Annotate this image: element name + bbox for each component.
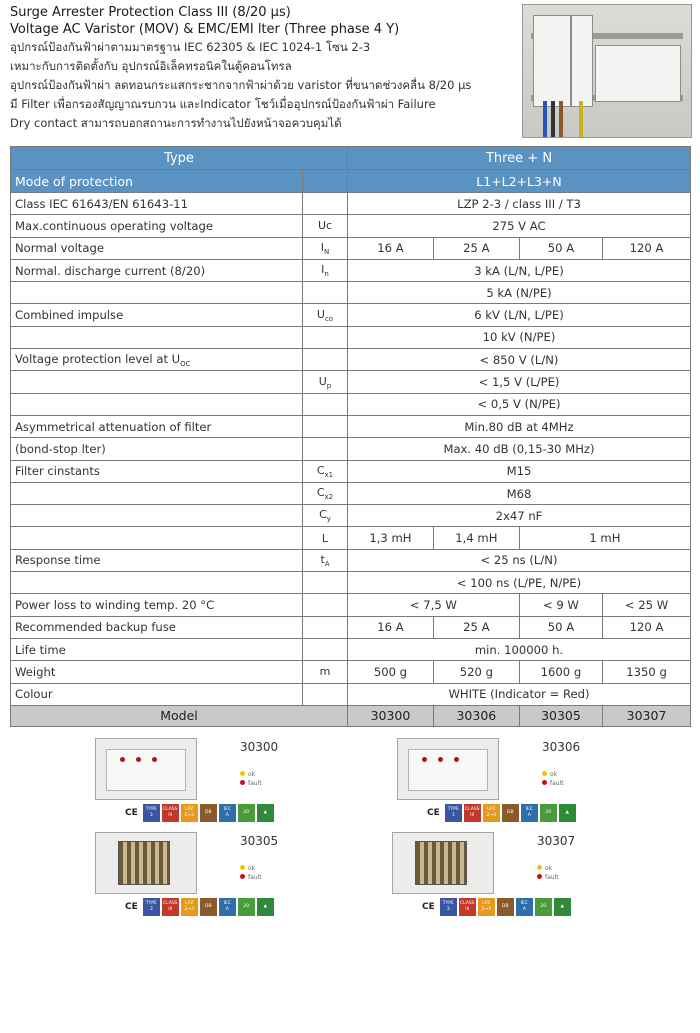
comb-sym: $U_{co}$ xyxy=(303,304,348,326)
circuit-board xyxy=(415,841,467,885)
vpl-row xyxy=(11,349,691,371)
disch-value-2: 5 kA (N/PE) xyxy=(348,282,691,304)
class-value: LZP 2-3 / class III / T3 xyxy=(348,193,691,215)
fuse-value: 50 A xyxy=(519,616,602,638)
mode-row xyxy=(11,170,691,193)
ce-mark-icon: CE xyxy=(422,902,435,912)
ok-dot-icon xyxy=(240,771,245,776)
led-indicator xyxy=(152,757,157,762)
cert-badges xyxy=(422,898,571,916)
ce-mark-icon: CE xyxy=(427,808,440,818)
type-value: Three + N xyxy=(348,147,691,170)
resp-value-1: < 25 ns (L/N) xyxy=(348,549,691,571)
fuse-row xyxy=(11,616,691,638)
ploss-value: < 9 W xyxy=(519,594,602,616)
asym-value: Min.80 dB at 4MHz xyxy=(348,415,691,437)
type-badge-icon: TYPE 3 xyxy=(445,804,462,822)
asym-row xyxy=(11,415,691,437)
ok-dot-icon xyxy=(542,771,547,776)
title-line-2: Voltage AC Varistor (MOV) & EMC/EMI lter (Three phase 4 Y) xyxy=(10,22,400,37)
ploss-label: Power loss to winding temp. 20 °C xyxy=(11,594,303,616)
cx2-row xyxy=(11,482,691,504)
ploss-value: < 25 W xyxy=(603,594,691,616)
cert-badges xyxy=(125,898,274,916)
fuse-value: 120 A xyxy=(603,616,691,638)
vpl-sym: $U_p$ xyxy=(303,371,348,393)
led-indicator xyxy=(422,757,427,762)
fault-dot-icon xyxy=(240,780,245,785)
fuse-label: Recommended backup fuse xyxy=(11,616,303,638)
lpz-badge-icon: LPZ 2→3 xyxy=(478,898,495,916)
lpz-badge-icon: LPZ 2→3 xyxy=(181,804,198,822)
wire xyxy=(559,101,563,137)
cx1-value: M15 xyxy=(348,460,691,482)
normv-value: 16 A xyxy=(348,237,434,259)
type-badge-icon: TYPE 3 xyxy=(143,898,160,916)
disch-row xyxy=(11,259,691,281)
cx2-sym: $C_{x2}$ xyxy=(303,482,348,504)
maxv-value: 275 V AC xyxy=(348,215,691,237)
asym-label: Asymmetrical attenuation of filter xyxy=(11,415,303,437)
normv-value: 25 A xyxy=(433,237,519,259)
type-badge-icon: TYPE 3 xyxy=(440,898,457,916)
fault-dot-icon xyxy=(542,780,547,785)
cx1-row xyxy=(11,460,691,482)
eco-factory-icon: ▲ xyxy=(257,804,274,822)
product-card xyxy=(95,832,365,918)
filter-label: Filter cinstants xyxy=(11,460,303,482)
cy-value: 2x47 nF xyxy=(348,505,691,527)
maxv-row xyxy=(11,215,691,237)
type-row xyxy=(11,147,691,170)
normv-label: Normal voltage xyxy=(11,237,303,259)
indicator-legend: ok fault xyxy=(537,864,559,882)
fault-dot-icon xyxy=(240,874,245,879)
weight-value: 520 g xyxy=(433,661,519,683)
product-image xyxy=(397,738,499,800)
circuit-board xyxy=(118,841,170,885)
product-image xyxy=(95,738,197,800)
bond-label: (bond-stop lter) xyxy=(11,438,303,460)
db-badge-icon: DB xyxy=(502,804,519,822)
20-badge-icon: 20 xyxy=(238,804,255,822)
product-card xyxy=(397,738,667,824)
model-value: 30300 xyxy=(348,705,434,726)
vpl-row-2 xyxy=(11,371,691,393)
thai-line-2: เหมาะกับการติดตั้งกับ อุปกรณ์อิเล็คทรอนิคในตู้คอนโทรล xyxy=(10,59,292,73)
comb-value-2: 10 kV (N/PE) xyxy=(348,326,691,348)
cx2-value: M68 xyxy=(348,482,691,504)
normv-sym: $I_N$ xyxy=(303,237,348,259)
led-indicator xyxy=(438,757,443,762)
led-indicator xyxy=(136,757,141,762)
thai-line-4: มี Filter เพื่อกรองสัญญาณรบกวน และIndicator โชว์เมื่ออุปกรณ์ป้องกันฟ้าผ่า Failure xyxy=(10,97,436,111)
weight-value: 500 g xyxy=(348,661,434,683)
resp-sym: $t_A$ xyxy=(303,549,348,571)
product-number: 30305 xyxy=(240,834,279,848)
title-line-1: Surge Arrester Protection Class III (8/20 µs) xyxy=(10,5,291,20)
bond-row xyxy=(11,438,691,460)
resp-label: Response time xyxy=(11,549,303,571)
db-badge-icon: DB xyxy=(200,804,217,822)
l-row xyxy=(11,527,691,549)
weight-value: 1600 g xyxy=(519,661,602,683)
model-value: 30306 xyxy=(433,705,519,726)
type-label: Type xyxy=(11,147,348,170)
l-value: 1,3 mH xyxy=(348,527,434,549)
led-indicator xyxy=(120,757,125,762)
vpl-label: Voltage protection level at $U_{OC}$ xyxy=(11,349,303,371)
normv-row xyxy=(11,237,691,259)
class-badge-icon: CLASS III xyxy=(162,804,179,822)
weight-row xyxy=(11,661,691,683)
maxv-sym: Uc xyxy=(303,215,348,237)
lpz-badge-icon: LPZ 2→3 xyxy=(483,804,500,822)
disch-sym: $I_n$ xyxy=(303,259,348,281)
20-badge-icon: 20 xyxy=(535,898,552,916)
life-value: min. 100000 h. xyxy=(348,638,691,660)
ok-dot-icon xyxy=(240,865,245,870)
comb-row xyxy=(11,304,691,326)
vpl-value-2: < 1,5 V (L/PE) xyxy=(348,371,691,393)
life-label: Life time xyxy=(11,638,303,660)
iec-badge-icon: IEC A xyxy=(219,898,236,916)
ce-mark-icon: CE xyxy=(125,808,138,818)
cert-badges xyxy=(427,804,576,822)
cy-row xyxy=(11,505,691,527)
thai-line-5: Dry contact สามารถบอกสถานะการทำงานไปยังหน้าจอควบคุมได้ xyxy=(10,116,342,130)
product-number: 30300 xyxy=(240,740,279,754)
ok-dot-icon xyxy=(537,865,542,870)
product-number: 30307 xyxy=(537,834,576,848)
l-value: 1 mH xyxy=(519,527,690,549)
wire xyxy=(579,101,583,137)
resp-value-2: < 100 ns (L/PE, N/PE) xyxy=(348,572,691,594)
colour-label: Colour xyxy=(11,683,303,705)
model-value: 30307 xyxy=(603,705,691,726)
model-value: 30305 xyxy=(519,705,602,726)
surge-arrester-device xyxy=(595,45,681,102)
product-number: 30306 xyxy=(542,740,581,754)
mode-label: Mode of protection xyxy=(11,170,303,193)
iec-badge-icon: IEC A xyxy=(219,804,236,822)
thai-line-1: อุปกรณ์ป้องกันฟ้าผ่าตามมาตรฐาน IEC 62305 & IEC 1024-1 โซน 2-3 xyxy=(10,40,371,54)
weight-sym: m xyxy=(303,661,348,683)
breaker-device xyxy=(571,15,593,107)
normv-value: 120 A xyxy=(603,237,691,259)
ce-mark-icon: CE xyxy=(125,902,138,912)
colour-row xyxy=(11,683,691,705)
eco-factory-icon: ▲ xyxy=(559,804,576,822)
indicator-legend: ok fault xyxy=(240,864,262,882)
wire xyxy=(543,101,547,137)
cx1-sym: $C_{x1}$ xyxy=(303,460,348,482)
colour-value: WHITE (Indicator = Red) xyxy=(348,683,691,705)
thai-line-3: อุปกรณ์ป้องกันฟ้าผ่า ลดทอนกระแสกระชากจากฟ้าผ่าด้วย varistor ที่ขนาดช่วงคลื่น 8/20 µs xyxy=(10,78,472,92)
spec-table xyxy=(10,146,691,727)
disch-row-2 xyxy=(11,282,691,304)
ploss-value: < 7,5 W xyxy=(348,594,520,616)
header xyxy=(10,4,515,133)
product-card xyxy=(392,832,662,918)
vpl-value-3: < 0,5 V (N/PE) xyxy=(348,393,691,415)
eco-factory-icon: ▲ xyxy=(554,898,571,916)
fuse-value: 25 A xyxy=(433,616,519,638)
fault-dot-icon xyxy=(537,874,542,879)
led-indicator xyxy=(454,757,459,762)
l-value: 1,4 mH xyxy=(433,527,519,549)
wire xyxy=(551,101,555,137)
20-badge-icon: 20 xyxy=(238,898,255,916)
disch-value-1: 3 kA (L/N, L/PE) xyxy=(348,259,691,281)
installation-photo xyxy=(522,4,692,138)
disch-label: Normal. discharge current (8/20) xyxy=(11,259,303,281)
comb-row-2 xyxy=(11,326,691,348)
comb-label: Combined impulse xyxy=(11,304,303,326)
weight-value: 1350 g xyxy=(603,661,691,683)
product-image xyxy=(392,832,494,894)
db-badge-icon: DB xyxy=(497,898,514,916)
life-row xyxy=(11,638,691,660)
model-label: Model xyxy=(11,705,348,726)
mode-value: L1+L2+L3+N xyxy=(348,170,691,193)
indicator-legend: ok fault xyxy=(542,770,564,788)
fuse-value: 16 A xyxy=(348,616,434,638)
l-sym: L xyxy=(303,527,348,549)
class-badge-icon: CLASS III xyxy=(162,898,179,916)
maxv-label: Max.continuous operating voltage xyxy=(11,215,303,237)
cert-badges xyxy=(125,804,274,822)
db-badge-icon: DB xyxy=(200,898,217,916)
vpl-value-1: < 850 V (L/N) xyxy=(348,349,691,371)
resp-row xyxy=(11,549,691,571)
type-badge-icon: TYPE 3 xyxy=(143,804,160,822)
class-badge-icon: CLASS III xyxy=(459,898,476,916)
eco-factory-icon: ▲ xyxy=(257,898,274,916)
resp-row-2 xyxy=(11,572,691,594)
weight-label: Weight xyxy=(11,661,303,683)
model-row xyxy=(11,705,691,726)
class-label: Class IEC 61643/EN 61643-11 xyxy=(11,193,303,215)
normv-value: 50 A xyxy=(519,237,602,259)
class-badge-icon: CLASS III xyxy=(464,804,481,822)
product-card xyxy=(95,738,365,824)
vpl-row-3 xyxy=(11,393,691,415)
iec-badge-icon: IEC A xyxy=(521,804,538,822)
product-image xyxy=(95,832,197,894)
class-row xyxy=(11,193,691,215)
breaker-device xyxy=(533,15,571,107)
indicator-legend: ok fault xyxy=(240,770,262,788)
comb-value-1: 6 kV (L/N, L/PE) xyxy=(348,304,691,326)
cy-sym: $C_y$ xyxy=(303,505,348,527)
iec-badge-icon: IEC A xyxy=(516,898,533,916)
lpz-badge-icon: LPZ 2→3 xyxy=(181,898,198,916)
ploss-row xyxy=(11,594,691,616)
20-badge-icon: 20 xyxy=(540,804,557,822)
bond-value: Max. 40 dB (0,15-30 MHz) xyxy=(348,438,691,460)
mode-sym xyxy=(303,170,348,193)
